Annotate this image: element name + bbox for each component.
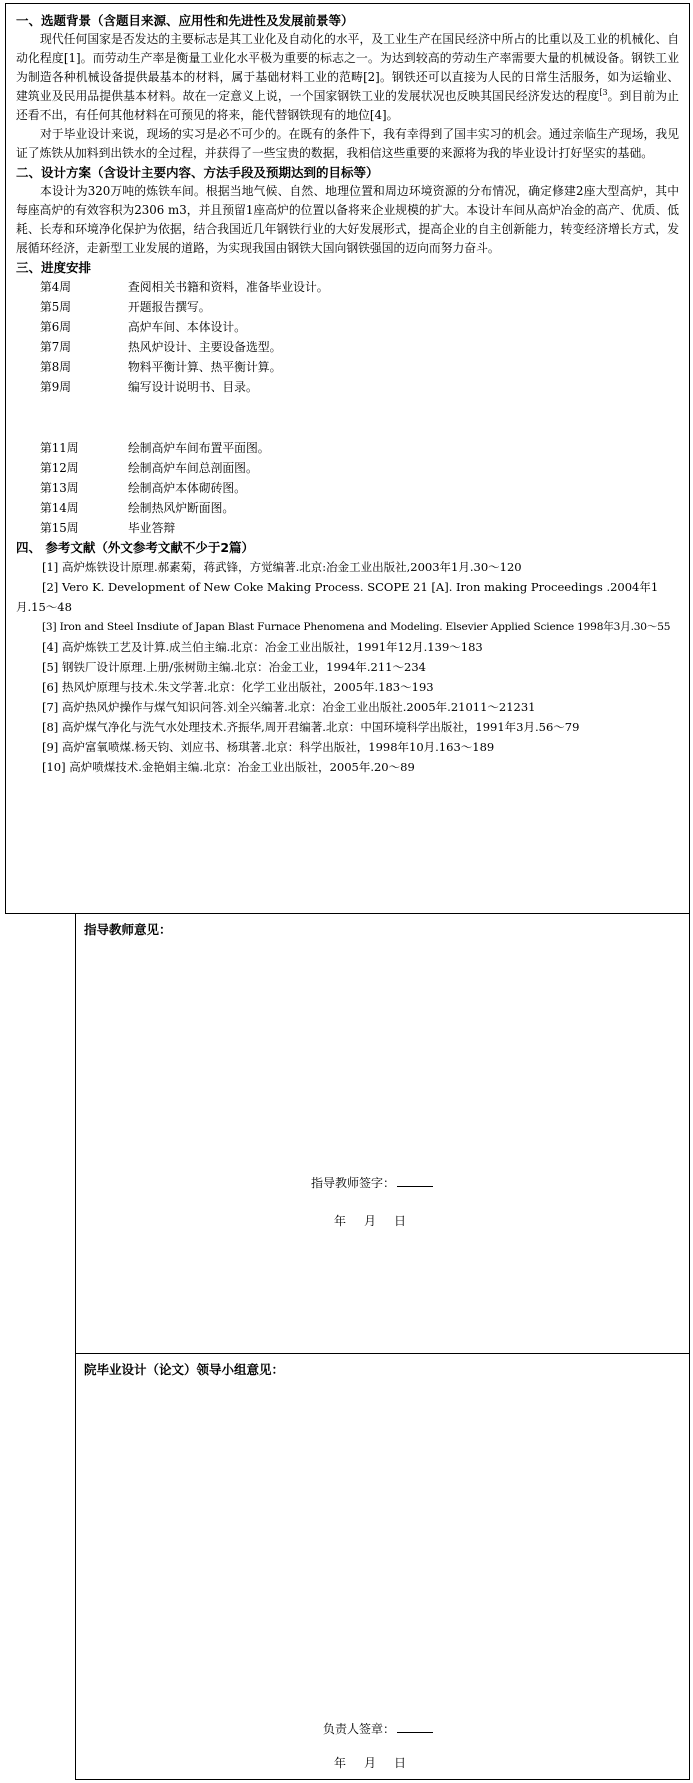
reference-item: [2] Vero K. Development of New Coke Making Process. SCOPE 21 [A]. Iron making Proceedings .2004年1月.15～48 xyxy=(16,580,659,614)
advisor-date: 年 月 日 xyxy=(334,1214,407,1228)
schedule-list xyxy=(16,277,679,538)
citation-superscript: [3 xyxy=(599,88,608,98)
signature-line[interactable] xyxy=(397,1721,433,1733)
reference-item: [6] 热风炉原理与技术.朱文学著.北京：化学工业出版社，2005年.183～193 xyxy=(42,680,434,694)
reference-item: [8] 高炉煤气净化与洗气水处理技术.齐振华,周开君编著.北京：中国环境科学出版社，1991年3月.56～79 xyxy=(42,720,580,734)
schedule-row: 第5周 开题报告撰写。 xyxy=(40,300,211,314)
schedule-row: 第9周 编写设计说明书、目录。 xyxy=(40,380,258,394)
section-background-paragraph-2: 对于毕业设计来说，现场的实习是必不可少的。在既有的条件下，我有幸得到了国丰实习的机会。通过亲临生产现场，我见证了炼铁从加料到出铁水的全过程，并获得了一些宝贵的数据，我相信这些重要的来源将为我的毕业设计打好坚实的基础。 xyxy=(16,127,679,160)
reference-item: [5] 钢铁厂设计原理.上册/张树勋主编.北京：冶金工业，1994年.211～234 xyxy=(42,660,426,674)
signature-line[interactable] xyxy=(397,1175,433,1187)
schedule-row: 第15周 毕业答辩 xyxy=(40,521,176,535)
schedule-gap xyxy=(16,397,679,438)
schedule-row: 第11周 绘制高炉车间布置平面图。 xyxy=(40,441,270,455)
reference-item: [9] 高炉富氧喷煤.杨天钧、刘应书、杨琪著.北京：科学出版社，1998年10月.163～189 xyxy=(42,740,495,754)
proposal-content-box xyxy=(5,3,690,914)
advisor-signature: 指导教师签字： xyxy=(311,1174,433,1191)
leading-group-opinion-box xyxy=(75,1353,690,1780)
schedule-row: 第14周 绘制热风炉断面图。 xyxy=(40,501,235,515)
schedule-row: 第7周 热风炉设计、主要设备选型。 xyxy=(40,340,282,354)
section-design-paragraph: 本设计为320万吨的炼铁车间。根据当地气候、自然、地理位置和周边环境资源的分布情况，确定修建2座大型高炉，其中每座高炉的有效容积为2306 m3，并且预留1座高炉的位置以备将来企业规模的扩大。本设计车间从高炉冶金的高产、优质、低耗、长寿和环境净化保护为依据，结合我国近几年钢铁行业的大好发展形式，提高企业的自主创新能力，转变经济增长方式，发展循环经济，走新型工业发展的道路，为实现我国由钢铁大国向钢铁强国的迈向而努力奋斗。 xyxy=(16,184,679,255)
reference-item: [7] 高炉热风炉操作与煤气知识问答.刘全兴编著.北京：冶金工业出版社.2005年.21011～21231 xyxy=(42,700,536,714)
section-background-title: 一、选题背景（含题目来源、应用性和先进性及发展前景等） xyxy=(16,13,354,28)
section-design-title: 二、设计方案（含设计主要内容、方法手段及预期达到的目标等） xyxy=(16,165,379,180)
reference-item: [4] 高炉炼铁工艺及计算.成兰伯主编.北京：冶金工业出版社，1991年12月.139～183 xyxy=(42,640,483,654)
reference-list xyxy=(16,557,679,777)
reference-item: [1] 高炉炼铁设计原理.郝素菊，蒋武锋，方觉编著.北京:冶金工业出版社,2003年1月.30～120 xyxy=(42,560,522,574)
leader-signature: 负责人签章： xyxy=(323,1720,433,1737)
leader-date: 年 月 日 xyxy=(334,1756,407,1770)
section-references-title: 四、 参考文献（外文参考文献不少于2篇） xyxy=(16,540,255,555)
schedule-row: 第8周 物料平衡计算、热平衡计算。 xyxy=(40,360,282,374)
schedule-row: 第6周 高炉车间、本体设计。 xyxy=(40,320,246,334)
schedule-row: 第4周 查阅相关书籍和资料，准备毕业设计。 xyxy=(40,280,329,294)
section-background-paragraph-1: 现代任何国家是否发达的主要标志是其工业化及自动化的水平，及工业生产在国民经济中所占的比重以及工业的机械化、自动化程度[1]。而劳动生产率是衡量工业化水平极为重要的标志之一。为达到较高的劳动生产率需要大量的机械设备。钢铁工业为制造各种机械设备提供最基本的材料，属于基础材料工业的范畴[2]。钢铁还可以直接为人民的日常生活服务，如为运输业、建筑业及民用品提供基本材料。故在一定意义上说，一个国家钢铁工业的发展状况也反映其国民经济发达的程度$^{[3}$。到目前为止还看不出，有任何其他材料在可预见的将来，能代替钢铁现有的地位[4]。 xyxy=(16,32,679,122)
reference-item: [10] 高炉喷煤技术.金艳娟主编.北京：冶金工业出版社，2005年.20～89 xyxy=(42,760,415,774)
advisor-opinion-box xyxy=(75,913,690,1354)
advisor-opinion-label: 指导教师意见： xyxy=(84,922,172,937)
schedule-row: 第13周 绘制高炉本体砌砖图。 xyxy=(40,481,246,495)
section-schedule-title: 三、进度安排 xyxy=(16,260,92,275)
reference-item: [3] Iron and Steel Insdiute of Japan Blast Furnace Phenomena and Modeling. Elsevier Applied Science 1998年3月.30～55 xyxy=(42,621,671,633)
leading-group-opinion-label: 院毕业设计（论文）领导小组意见： xyxy=(84,1362,285,1377)
schedule-row: 第12周 绘制高炉车间总剖面图。 xyxy=(40,461,258,475)
